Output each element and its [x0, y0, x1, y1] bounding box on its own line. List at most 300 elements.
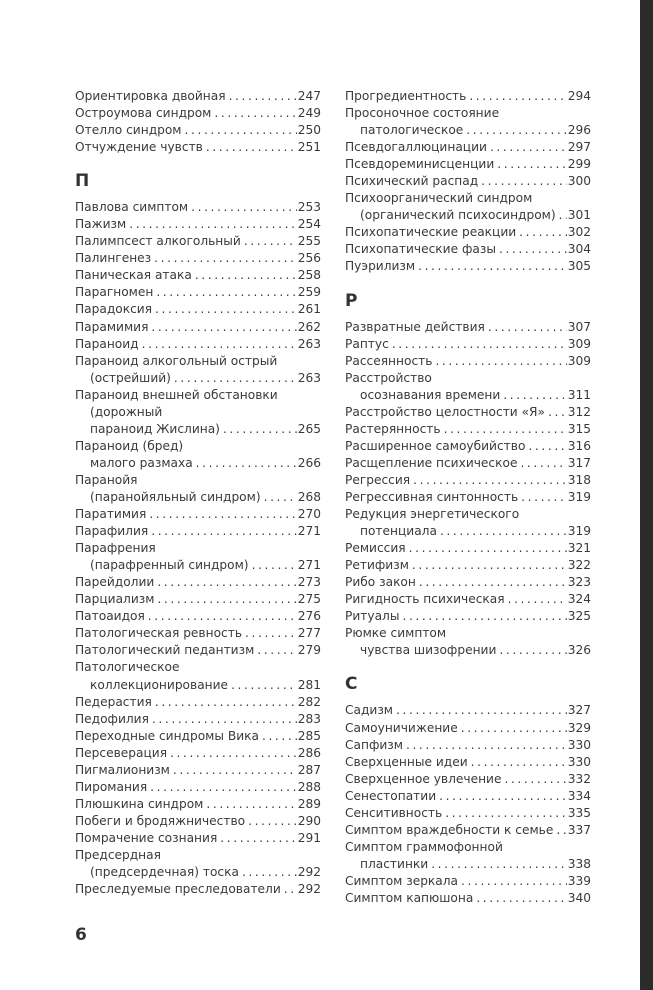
entry-row: [75, 250, 321, 267]
entry-term: Псевдореминисценции: [345, 157, 495, 172]
index-entry: [75, 438, 321, 472]
index-entry: [75, 796, 321, 813]
entry-term: Развратные действия: [345, 319, 485, 334]
entry-row: [345, 702, 591, 719]
leader-dots: [435, 353, 566, 370]
entry-term: Парадоксия: [75, 302, 153, 317]
index-entry: [75, 319, 321, 336]
entry-term: Расщепление психическое: [345, 455, 518, 470]
entry-term: потенциала: [360, 524, 437, 539]
index-entry: [345, 139, 591, 156]
entry-page-number: 317: [567, 455, 591, 470]
index-entry: [75, 88, 321, 105]
entry-row: [345, 591, 591, 608]
entry-term-line: Патологическое: [75, 660, 180, 675]
leader-dots: [471, 754, 567, 771]
leader-dots: [252, 557, 297, 574]
leader-dots: [499, 241, 567, 258]
index-entry: [345, 336, 591, 353]
entry-row: [345, 873, 591, 890]
entry-term: Остроумова синдром: [75, 106, 212, 121]
leader-dots: [170, 745, 297, 762]
leader-dots: [481, 173, 567, 190]
entry-term: Палингенез: [75, 251, 152, 266]
index-entry: [75, 284, 321, 301]
index-entry: [75, 105, 321, 122]
entry-row: [75, 233, 321, 250]
entry-page-number: 339: [567, 873, 591, 888]
entry-page-number: 318: [567, 472, 591, 487]
index-entry: [75, 591, 321, 608]
index-entry: [75, 830, 321, 847]
leader-dots: [149, 506, 296, 523]
entry-term: Самоуничижение: [345, 720, 458, 735]
leader-dots: [440, 523, 567, 540]
entry-row: [345, 207, 591, 224]
entry-term: Пиромания: [75, 779, 148, 794]
index-entry: [75, 139, 321, 156]
leader-dots: [155, 301, 297, 318]
entry-term-line: Редукция энергетического: [345, 507, 520, 522]
entry-row: [345, 540, 591, 557]
leader-dots: [262, 728, 297, 745]
index-entry: [75, 199, 321, 216]
entry-page-number: 271: [297, 524, 321, 539]
entry-term: Ориентировка двойная: [75, 89, 226, 103]
entry-page-number: 340: [567, 890, 591, 905]
index-entry: [345, 421, 591, 438]
entry-term: Педерастия: [75, 694, 152, 709]
leader-dots: [413, 472, 567, 489]
entry-row: [75, 608, 321, 625]
entry-term-line: Парафрения: [75, 541, 156, 556]
leader-dots: [196, 455, 297, 472]
entry-page-number: 254: [297, 217, 321, 232]
entry-row: [75, 642, 321, 659]
leader-dots: [444, 421, 567, 438]
index-entry: [345, 702, 591, 719]
entry-row: [75, 216, 321, 233]
leader-dots: [476, 890, 566, 907]
leader-dots: [195, 267, 297, 284]
index-entry: [75, 353, 321, 387]
entry-term: Прогредиентность: [345, 89, 467, 103]
entry-term-line: Паранойя: [75, 472, 138, 487]
leader-dots: [245, 625, 297, 642]
entry-row: [345, 319, 591, 336]
entry-page-number: 316: [567, 438, 591, 453]
entry-page-number: 297: [567, 140, 591, 155]
entry-term: Сенестопатии: [345, 788, 437, 803]
entry-term: малого размаха: [90, 455, 193, 470]
entry-row: [345, 642, 591, 659]
leader-dots: [392, 336, 567, 353]
entry-term: Парафилия: [75, 524, 149, 539]
leader-dots: [155, 694, 297, 711]
leader-dots: [152, 711, 297, 728]
entry-row: [75, 677, 321, 694]
leader-dots: [206, 796, 296, 813]
leader-dots: [151, 319, 296, 336]
index-entry: [75, 728, 321, 745]
index-entry: [75, 250, 321, 267]
entry-row: [345, 156, 591, 173]
index-column-right: [345, 88, 591, 907]
entry-term: параноид Жислина): [90, 421, 220, 436]
entry-row: [345, 438, 591, 455]
index-entry: [345, 591, 591, 608]
entry-term: Патоаидоя: [75, 609, 145, 624]
entry-row: [75, 728, 321, 745]
entry-page-number: 277: [297, 626, 321, 641]
entry-term: патологическое: [360, 123, 464, 138]
entry-page-number: 338: [567, 856, 591, 871]
leader-dots: [559, 207, 567, 224]
entry-page-number: 258: [297, 268, 321, 283]
entry-term: осознавания времени: [360, 387, 501, 402]
index-section: [345, 672, 591, 907]
entry-page-number: 301: [567, 208, 591, 223]
index-entry: [345, 839, 591, 873]
entry-term: Сверхценное увлечение: [345, 771, 502, 786]
entry-term: (острейший): [90, 370, 171, 385]
index-entry: [345, 890, 591, 907]
entry-term: чувства шизофрении: [360, 643, 497, 658]
index-entry: [75, 301, 321, 318]
entry-term-line: Параноид внешней обстановки: [75, 387, 278, 402]
index-entry: [345, 574, 591, 591]
entry-row: [75, 105, 321, 122]
entry-term: Растерянность: [345, 421, 441, 436]
index-entry: [345, 472, 591, 489]
section-letter-heading: С: [345, 674, 358, 695]
index-entry: [75, 523, 321, 540]
index-entry: [75, 642, 321, 659]
entry-row: [345, 88, 591, 105]
entry-page-number: 335: [567, 805, 591, 820]
entry-page-number: 266: [297, 455, 321, 470]
entry-term: Рибо закон: [345, 575, 416, 590]
entry-term: Симптом капюшона: [345, 890, 474, 905]
leader-dots: [439, 788, 567, 805]
index-entry: [75, 122, 321, 139]
entry-term: Симптом зеркала: [345, 873, 459, 888]
index-entry: [345, 873, 591, 890]
entry-term: Персеверация: [75, 745, 168, 760]
entry-page-number: 309: [567, 336, 591, 351]
entry-page-number: 250: [297, 123, 321, 138]
leader-dots: [412, 557, 567, 574]
index-entry: [75, 813, 321, 830]
entry-page-number: 307: [567, 319, 591, 334]
entry-row: [75, 122, 321, 139]
entry-row: [75, 864, 321, 881]
leader-dots: [229, 88, 297, 105]
entry-page-number: 286: [297, 745, 321, 760]
entry-page-number: 268: [297, 489, 321, 504]
index-entry: [345, 105, 591, 139]
entry-page-number: 283: [297, 711, 321, 726]
entry-page-number: 288: [297, 779, 321, 794]
entry-row: [345, 805, 591, 822]
entry-term-line: Параноид (бред): [75, 438, 184, 453]
index-entry: [345, 754, 591, 771]
leader-dots: [409, 540, 567, 557]
entry-term: Побеги и бродяжничество: [75, 813, 246, 828]
entry-page-number: 332: [567, 771, 591, 786]
entry-page-number: 330: [567, 754, 591, 769]
leader-dots: [157, 574, 296, 591]
entry-term: Расстройство целостности «Я»: [345, 404, 545, 419]
entry-page-number: 309: [567, 353, 591, 368]
index-entry: [75, 267, 321, 284]
index-entry: [345, 190, 591, 224]
leader-dots: [419, 574, 567, 591]
entry-row: [345, 523, 591, 540]
entry-row: [75, 199, 321, 216]
entry-term: Ригидность психическая: [345, 592, 505, 607]
entry-row: [75, 301, 321, 318]
entry-term: Паратимия: [75, 507, 147, 522]
entry-page-number: 276: [297, 609, 321, 624]
index-entry: [75, 881, 321, 898]
section-letter-heading: Р: [345, 290, 358, 311]
index-entry: [345, 173, 591, 190]
leader-dots: [154, 250, 297, 267]
entry-page-number: 319: [567, 489, 591, 504]
leader-dots: [157, 591, 296, 608]
entry-page-number: 289: [297, 796, 321, 811]
entry-row: [345, 387, 591, 404]
leader-dots: [264, 489, 297, 506]
entry-page-number: 279: [297, 643, 321, 658]
entry-row: [75, 711, 321, 728]
leader-dots: [520, 455, 566, 472]
entry-row: [75, 489, 321, 506]
entry-term: Палимпсест алкогольный: [75, 234, 241, 249]
index-entry: [345, 224, 591, 241]
index-entry: [75, 233, 321, 250]
leader-dots: [223, 421, 297, 438]
entry-term: Плюшкина синдром: [75, 796, 204, 811]
leader-dots: [214, 105, 296, 122]
entry-page-number: 275: [297, 592, 321, 607]
leader-dots: [521, 489, 567, 506]
index-entry: [75, 472, 321, 506]
index-entry: [75, 216, 321, 233]
index-entry: [75, 847, 321, 881]
entry-row: [75, 694, 321, 711]
leader-dots: [244, 233, 297, 250]
index-entry: [345, 557, 591, 574]
entry-page-number: 255: [297, 234, 321, 249]
entry-page-number: 292: [297, 882, 321, 897]
entry-page-number: 247: [297, 89, 321, 103]
entry-term: Психический распад: [345, 174, 479, 189]
index-entry: [75, 694, 321, 711]
entry-term: Ремиссия: [345, 541, 406, 556]
entry-term: Парамимия: [75, 319, 149, 334]
entry-term: пластинки: [360, 856, 429, 871]
entry-page-number: 337: [567, 822, 591, 837]
entry-term: Ретифизм: [345, 558, 409, 573]
entry-term: Раптус: [345, 336, 389, 351]
entry-page-number: 291: [297, 830, 321, 845]
entry-page-number: 282: [297, 694, 321, 709]
entry-term-line: Психоорганический синдром: [345, 191, 533, 206]
index-entry: [75, 608, 321, 625]
index-entry: [345, 822, 591, 839]
entry-row: [75, 762, 321, 779]
entry-term: Рассеянность: [345, 353, 433, 368]
index-entry: [345, 241, 591, 258]
entry-term: Помрачение сознания: [75, 830, 218, 845]
leader-dots: [461, 720, 567, 737]
entry-term: Переходные синдромы Вика: [75, 728, 259, 743]
leader-dots: [142, 336, 297, 353]
leader-dots: [150, 779, 297, 796]
index-entry: [345, 771, 591, 788]
entry-page-number: 273: [297, 575, 321, 590]
index-entry: [75, 745, 321, 762]
entry-row: [345, 822, 591, 839]
entry-term: Сверхценные идеи: [345, 754, 468, 769]
index-entry: [75, 625, 321, 642]
entry-page-number: 249: [297, 106, 321, 121]
leader-dots: [129, 216, 297, 233]
index-entry: [75, 779, 321, 796]
entry-row: [75, 523, 321, 540]
index-entry: [345, 805, 591, 822]
book-edge-shadow: [640, 0, 653, 990]
leader-dots: [461, 873, 567, 890]
entry-term: Пигмалионизм: [75, 762, 170, 777]
entry-row: [75, 745, 321, 762]
entry-term: Пуэрилизм: [345, 259, 416, 274]
entry-page-number: 326: [567, 643, 591, 658]
index-entry: [75, 574, 321, 591]
leader-dots: [490, 139, 567, 156]
entry-row: [345, 890, 591, 907]
entry-row: [75, 813, 321, 830]
entry-term: Регрессия: [345, 472, 411, 487]
entry-page-number: 329: [567, 720, 591, 735]
entry-term-line: Рюмке симптом: [345, 626, 447, 641]
entry-row: [75, 336, 321, 353]
entry-row: [345, 455, 591, 472]
leader-dots: [220, 830, 296, 847]
entry-term: Расширенное самоубийство: [345, 438, 526, 453]
entry-term: Параноид: [75, 336, 139, 351]
index-entry: [345, 608, 591, 625]
entry-page-number: 322: [567, 558, 591, 573]
entry-row: [345, 224, 591, 241]
entry-page-number: 304: [567, 242, 591, 257]
entry-row: [75, 139, 321, 156]
entry-row: [345, 122, 591, 139]
leader-dots: [508, 591, 567, 608]
leader-dots: [499, 642, 566, 659]
entry-term: коллекционирование: [90, 677, 229, 692]
entry-term-line: Расстройство: [345, 370, 432, 385]
entry-row: [345, 173, 591, 190]
index-entry: [345, 319, 591, 336]
entry-term: (органический психосиндром): [360, 208, 556, 223]
entry-row: [345, 404, 591, 421]
entry-row: [345, 489, 591, 506]
index-entry: [75, 762, 321, 779]
entry-row: [345, 241, 591, 258]
entry-term: Парциализм: [75, 592, 155, 607]
section-letter-heading: П: [75, 171, 90, 192]
entry-row: [75, 881, 321, 898]
entry-term: Ритуалы: [345, 609, 400, 624]
entry-page-number: 325: [567, 609, 591, 624]
entry-page-number: 302: [567, 225, 591, 240]
entry-term: Педофилия: [75, 711, 149, 726]
index-entry: [345, 258, 591, 275]
entry-row: [75, 267, 321, 284]
index-entry: [75, 711, 321, 728]
index-section: [345, 289, 591, 660]
entry-term-line: Параноид алкогольный острый: [75, 353, 278, 368]
entry-row: [75, 370, 321, 387]
entry-page-number: 330: [567, 737, 591, 752]
index-entry: [345, 737, 591, 754]
leader-dots: [418, 258, 567, 275]
index-entry: [345, 455, 591, 472]
entry-page-number: 296: [567, 123, 591, 138]
entry-page-number: 312: [567, 404, 591, 419]
entry-page-number: 287: [297, 762, 321, 777]
entry-page-number: 253: [297, 200, 321, 215]
entry-term: Психопатические реакции: [345, 225, 517, 240]
index-entry: [345, 404, 591, 421]
entry-row: [345, 353, 591, 370]
entry-term: Паническая атака: [75, 268, 192, 283]
leader-dots: [173, 762, 297, 779]
entry-term: Сенситивность: [345, 805, 443, 820]
entry-term-line: Предсердная: [75, 847, 161, 862]
entry-row: [345, 720, 591, 737]
entry-row: [75, 625, 321, 642]
entry-page-number: 334: [567, 788, 591, 803]
entry-page-number: 294: [567, 89, 591, 103]
entry-page-number: 285: [297, 728, 321, 743]
entry-term: Парейдолии: [75, 575, 155, 590]
leader-dots: [402, 608, 566, 625]
index-section: [75, 169, 321, 898]
leader-dots: [556, 822, 566, 839]
index-entry: [345, 370, 591, 404]
entry-term: Псевдогаллюцинации: [345, 140, 487, 155]
leader-dots: [257, 642, 296, 659]
entry-row: [345, 472, 591, 489]
leader-dots: [445, 805, 567, 822]
index-entry: [75, 336, 321, 353]
index-entry: [345, 156, 591, 173]
index-entry: [75, 387, 321, 438]
entry-term: Симптом враждебности к семье: [345, 822, 554, 837]
leader-dots: [406, 737, 567, 754]
leader-dots: [528, 438, 566, 455]
leader-dots: [248, 813, 297, 830]
index-entry: [345, 540, 591, 557]
entry-page-number: 265: [297, 421, 321, 436]
entry-term: (парафренный синдром): [90, 558, 249, 573]
index-column-left: [75, 88, 321, 898]
index-entry: [345, 506, 591, 540]
